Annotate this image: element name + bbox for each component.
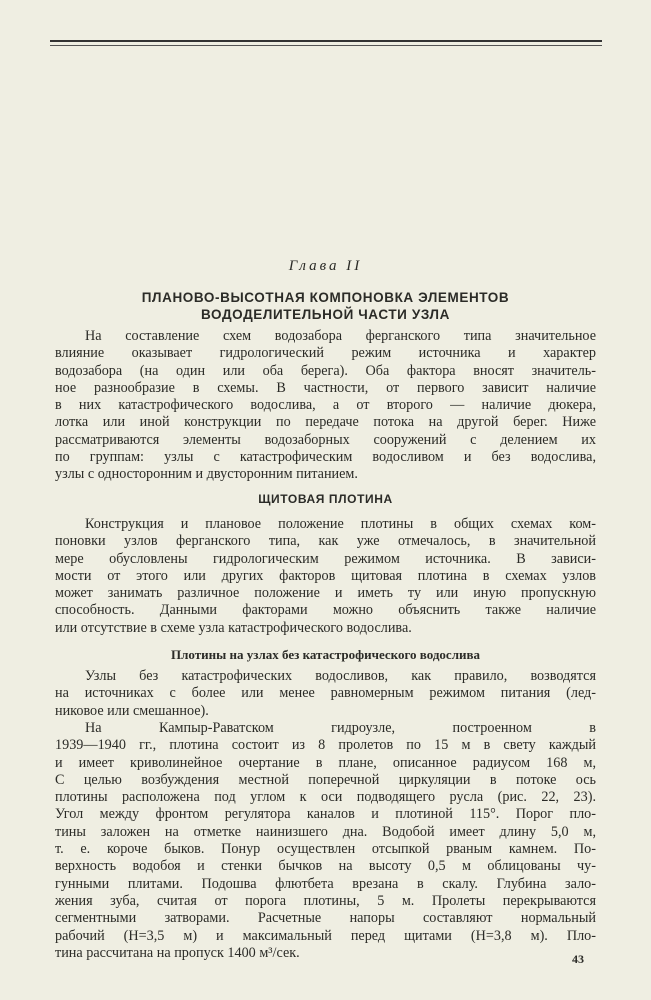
text-line: влияние оказывает гидрологический режим источника и характер	[55, 345, 596, 362]
text-line: жения зуба, считая от порога плотины, 5 м. Пролеты перекрываются	[55, 892, 596, 909]
text-line: водозабора (на один или оба берега). Оба фактора вносят значитель-	[55, 362, 596, 379]
text-line: С целью возбуждения местной поперечной циркуляции в потоке ось	[55, 771, 596, 788]
text-line: мости от этого или других факторов щитовая плотина в схемах узлов	[55, 567, 596, 584]
text-line: или отсутствие в схеме узла катастрофического водослива.	[55, 619, 412, 636]
text-line: мере обусловлены гидрологическим режимом источника. В зависи-	[55, 550, 596, 567]
section-heading: ЩИТОВАЯ ПЛОТИНА	[258, 492, 393, 506]
subsection-paragraph-2	[55, 720, 596, 962]
text-line: ное разнообразие в схемы. В частности, от первого зависит наличие	[55, 379, 596, 396]
page-number: 43	[572, 952, 584, 966]
subsection-paragraph-1	[55, 668, 596, 720]
text-line: рассматриваются элементы водозаборных сооружений с делением их	[55, 431, 596, 448]
text-line: гунными плитами. Подошва флютбета врезана в скалу. Глубина зало-	[55, 875, 596, 892]
text-line: лотка или иной конструкции по передаче потока на другой берег. Ниже	[55, 414, 596, 431]
text-line: в них катастрофического водослива, а от второго — наличие дюкера,	[55, 397, 596, 414]
text-line: Угол между фронтом регулятора каналов и плотиной 115°. Порог пло-	[55, 806, 596, 823]
text-line: никовое или смешанное).	[55, 702, 209, 719]
text-line: плотины расположена под углом к оси подводящего русла (рис. 22, 23).	[55, 789, 596, 806]
text-line: поновки узлов ферганского типа, как уже отмечалось, в значительной	[55, 533, 596, 550]
text-line: Конструкция и плановое положение плотины в общих схемах ком-	[85, 516, 596, 532]
text-line: по группам: узлы с катастрофическим водосливом и без водослива,	[55, 449, 596, 466]
text-line: узлы с односторонним и двусторонним питанием.	[55, 466, 358, 483]
text-line: и имеет криволинейное очертание в плане, описанное радиусом 168 м,	[55, 754, 596, 771]
text-line: На составление схем водозабора ферганского типа значительное	[85, 328, 596, 344]
text-line: т. е. короче быков. Понур осуществлен отсыпкой рваным камнем. По-	[55, 841, 596, 858]
text-line: тина рассчитана на пропуск 1400 м³/сек.	[55, 944, 300, 961]
text-line: на источниках с более или менее равномерным режимом питания (лед-	[55, 685, 596, 702]
text-line: способность. Данными факторами можно объяснить также наличие	[55, 602, 596, 619]
text-line: тины заложен на отметке наинизшего дна. Водобой имеет длину 5,0 м,	[55, 823, 596, 840]
chapter-title-line: ПЛАНОВО-ВЫСОТНАЯ КОМПОНОВКА ЭЛЕМЕНТОВ	[141, 290, 510, 305]
chapter-title	[60, 289, 591, 323]
chapter-title-line: ВОДОДЕЛИТЕЛЬНОЙ ЧАСТИ УЗЛА	[201, 307, 450, 322]
section-paragraph	[55, 516, 596, 637]
text-line: 1939—1940 гг., плотина состоит из 8 пролетов по 15 м в свету каждый	[55, 737, 596, 754]
text-line: рабочий (Н=3,5 м) и максимальный перед щитами (Н=3,8 м). Пло-	[55, 927, 596, 944]
text-line: верхность водобоя и стенки бычков на высоту 0,5 м облицованы чу-	[55, 858, 596, 875]
subsection-heading: Плотины на узлах без катастрофического водослива	[171, 647, 480, 662]
text-line: сегментными затворами. Расчетные напоры составляют нормальный	[55, 910, 596, 927]
top-rule	[50, 40, 602, 46]
intro-paragraph	[55, 328, 596, 484]
text-line: может занимать различное положение и иметь ту или иную пропускную	[55, 585, 596, 602]
text-line: На Кампыр-Раватском гидроузле, построенном в	[85, 720, 596, 736]
text-line: Узлы без катастрофических водосливов, как правило, возводятся	[85, 668, 596, 684]
chapter-label: Глава II	[288, 258, 363, 274]
